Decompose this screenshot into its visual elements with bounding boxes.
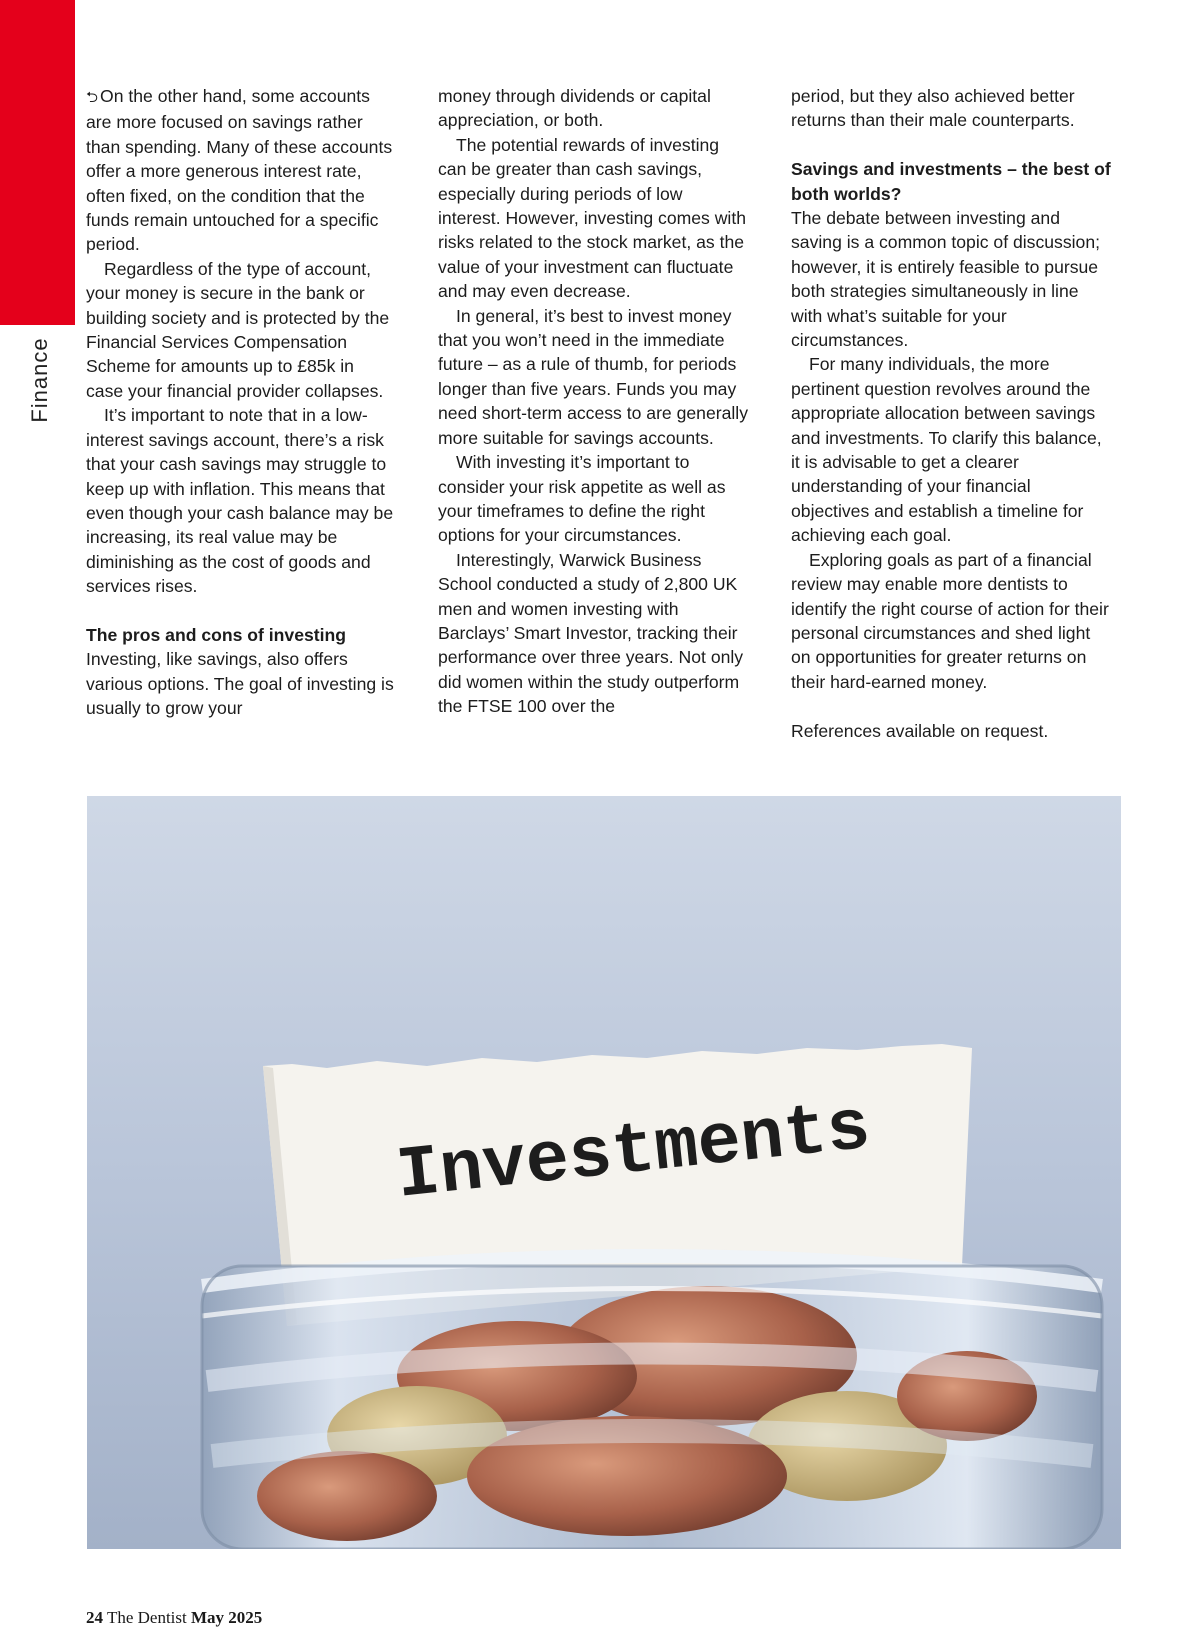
article-column-1 — [86, 84, 396, 721]
references-note: References available on request. — [791, 720, 1049, 741]
subheading: The pros and cons of investing — [86, 624, 347, 645]
paragraph: For many individuals, the more pertinent question revolves around the appropriate allocation between savings and investments. To clarify this balance, it is advisable to get a clearer understanding of your financial objectives and establish a timeline for achieving each goal. — [791, 354, 1102, 546]
paragraph: period, but they also achieved better returns than their male counterparts. — [791, 86, 1075, 131]
section-color-tab — [0, 0, 75, 325]
paragraph: Exploring goals as part of a financial review may enable more dentists to identify the right course of action for their personal circumstances and shed light on opportunities for greater returns on their hard-earned money. — [791, 549, 1109, 692]
glass-jar — [202, 1256, 1102, 1549]
page-number: 24 — [86, 1608, 103, 1627]
section-label: Finance — [27, 337, 52, 423]
investments-jar-photo — [87, 796, 1121, 1549]
paragraph: Regardless of the type of account, your money is secure in the bank or building society and is protected by the Financial Services Compensation Scheme for amounts up to £85k in case your financial provider collapses. — [86, 258, 390, 401]
article-column-3 — [791, 84, 1111, 743]
paragraph: Investing, like savings, also offers various options. The goal of investing is usually to grow your — [86, 649, 394, 719]
article-column-2 — [438, 84, 748, 719]
publication-name: The Dentist — [106, 1608, 187, 1627]
continued-arrow-icon: ⮌ — [86, 89, 99, 106]
paragraph: ⮌ On the other hand, some accounts are more focused on savings rather than spending. Many of these accounts offer a more generous interest rate, often fixed, on the condition that the funds remain untouched for a specific period. — [86, 86, 393, 255]
page-footer — [86, 1608, 262, 1628]
note-label-text: Investments — [392, 1086, 874, 1218]
issue-date: May 2025 — [191, 1608, 263, 1627]
paragraph: With investing it’s important to consider your risk appetite as well as your timeframes to define the right options for your circumstances. — [438, 452, 726, 546]
paragraph: It’s important to note that in a low-interest savings account, there’s a risk that your cash savings may struggle to keep up with inflation. This means that even though your cash balance may be increasing, its real value may be diminishing as the cost of goods and services rises. — [86, 405, 394, 597]
paragraph: The debate between investing and saving is a common topic of discussion; however, it is entirely feasible to pursue both strategies simultaneously in line with what’s suitable for your circumstances. — [791, 208, 1101, 351]
paragraph: In general, it’s best to invest money that you won’t need in the immediate future – as a rule of thumb, for periods longer than five years. Funds you may need short-term access to are generally more suitable for savings accounts. — [438, 305, 748, 448]
paragraph: The potential rewards of investing can be greater than cash savings, especially during periods of low interest. However, investing comes with risks related to the stock market, as the value of your investment can fluctuate and may even decrease. — [438, 134, 747, 302]
paragraph: money through dividends or capital appreciation, or both. — [438, 86, 711, 131]
paragraph: Interestingly, Warwick Business School conducted a study of 2,800 UK men and women investing with Barclays’ Smart Investor, tracking their performance over three years. Not only did women within the study outperform the FTSE 100 over the — [438, 549, 744, 717]
subheading: Savings and investments – the best of both worlds? — [791, 159, 1111, 204]
